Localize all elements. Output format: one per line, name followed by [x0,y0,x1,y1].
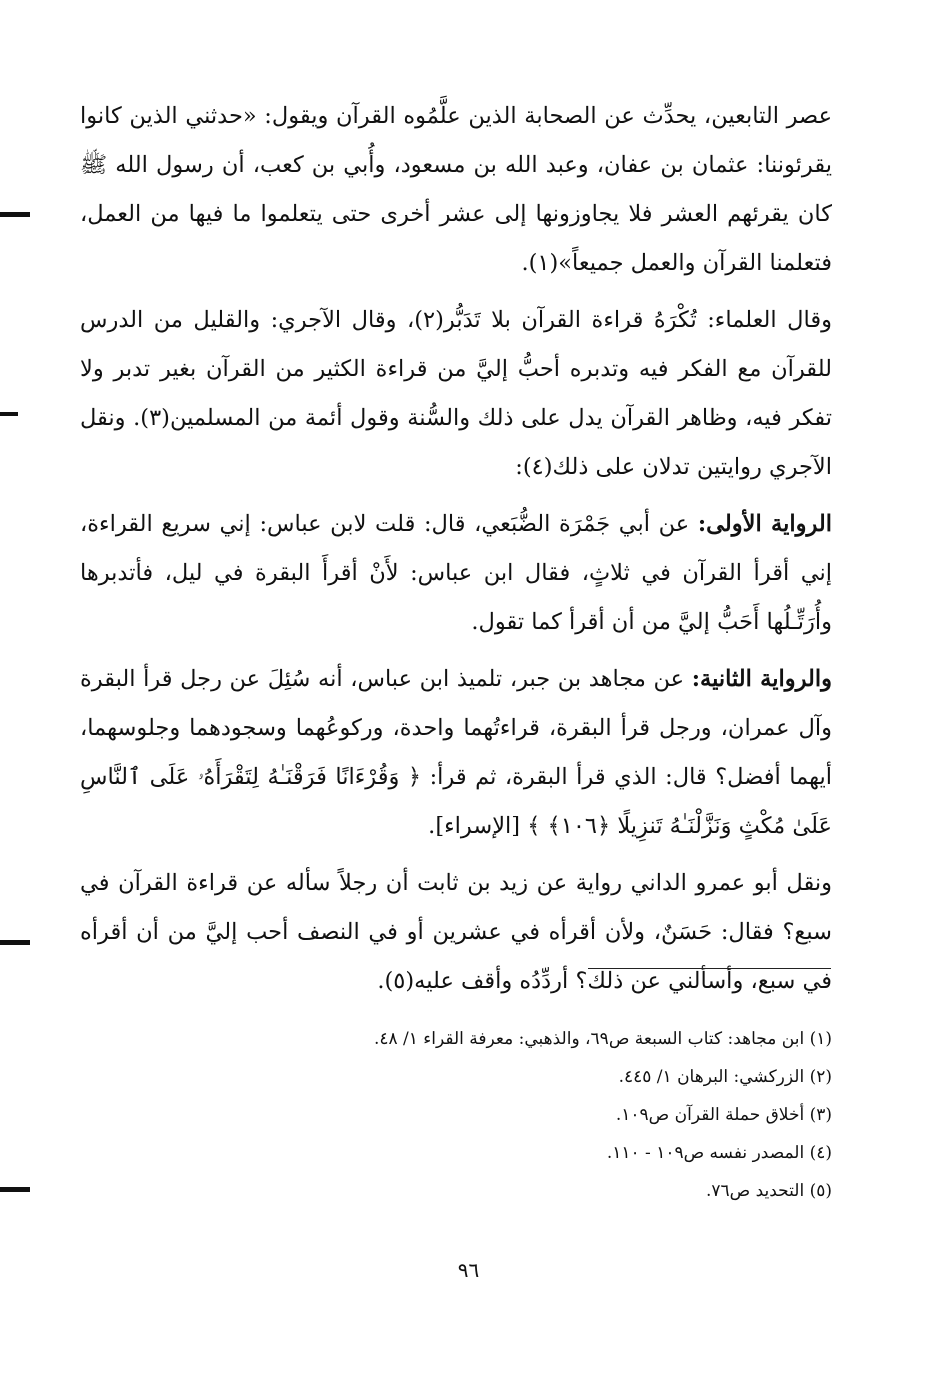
paragraph-5 [80,859,832,1006]
paragraph-text: ونقل أبو عمرو الداني رواية عن زيد بن ثابت أن رجلاً سأله عن قراءة القرآن في سبع؟ فقال: حَسَنٌ، ولأن أقرأه في عشرين أو في النصف أحب إليَّ من أن أقرأه في سبع، وأسألني عن ذلك؟ أردِّدُه وأقف عليه(٥). [80,870,832,994]
footnote-1: (١) ابن مجاهد: كتاب السبعة ص٦٩، والذهبي: معرفة القراء ١/ ٤٨. [373,1029,832,1049]
paragraph-lead: والرواية الثانية: [691,666,832,692]
paragraph-text: عن مجاهد بن جبر، تلميذ ابن عباس، أنه سُئِلَ عن رجل قرأ البقرة وآل عمران، ورجل قرأ البقرة، قراءتُهما واحدة، وركوعُهما وسجودهما وجلوسهما، أيهما أفضل؟ قال: الذي قرأ البقرة، ثم قرأ: ﴿ وَقُرْءَانًا فَرَقْنَـٰهُ لِتَقْرَأَهُۥ عَلَى ٱلنَّاسِ عَلَىٰ مُكْثٍ وَنَزَّلْنَـٰهُ تَنزِيلًا ﴿١٠٦﴾ ﴾ [الإسراء]. [80,666,832,839]
footnote-divider [588,968,831,969]
footnote-4: (٤) المصدر نفسه ص١٠٩ - ١١٠. [606,1143,832,1163]
scan-edge-mark [0,412,18,416]
footnotes [80,1020,832,1210]
page-number: ٩٦ [457,1258,480,1282]
paragraph-text: وقال العلماء: تُكْرَهُ قراءة القرآن بلا تَدَبُّر(٢)، وقال الآجري: والقليل من الدرس للقرآن مع الفكر فيه وتدبره أحبُّ إليَّ من قراءة الكثير من القرآن بغير تدبر ولا تفكر فيه، وظاهر القرآن يدل على ذلك والسُّنة وقول أئمة من المسلمين(٣). ونقل الآجري روايتين تدلان على ذلك(٤): [80,307,833,480]
paragraph-text: عن أبي جَمْرَة الضُّبَعي، قال: قلت لابن عباس: إني سريع القراءة، إني أقرأ القرآن في ثلاثٍ، فقال ابن عباس: لأَنْ أقرأَ البقرة في ليل، فأتدبرها وأُرَتِّـلُها أَحَبُّ إليَّ من أن أقرأ كما تقول. [80,511,832,635]
paragraph-4 [80,655,832,851]
scan-edge-mark [0,1187,30,1192]
scan-edge-mark [0,212,30,217]
paragraph-lead: الرواية الأولى: [697,511,832,537]
paragraph-text: عصر التابعين، يحدِّث عن الصحابة الذين علَّمُوه القرآن ويقول: «حدثني الذين كانوا يقرئوننا: عثمان بن عفان، وعبد الله بن مسعود، وأُبي بن كعب، أن رسول الله ﷺ كان يقرئهم العشر فلا يجاوزونها إلى عشر أخرى حتى يتعلموا ما فيها من العمل، فتعلمنا القرآن والعمل جميعاً»(١). [80,103,832,276]
scan-edge-mark [0,940,30,945]
paragraph-2 [80,296,832,492]
footnote-5: (٥) التحديد ص٧٦. [705,1181,832,1201]
footnote-3: (٣) أخلاق حملة القرآن ص١٠٩. [615,1105,832,1125]
paragraph-3 [80,500,832,647]
main-text [80,92,832,1014]
paragraph-1 [80,92,832,288]
footnote-2: (٢) الزركشي: البرهان ١/ ٤٤٥. [618,1067,832,1087]
